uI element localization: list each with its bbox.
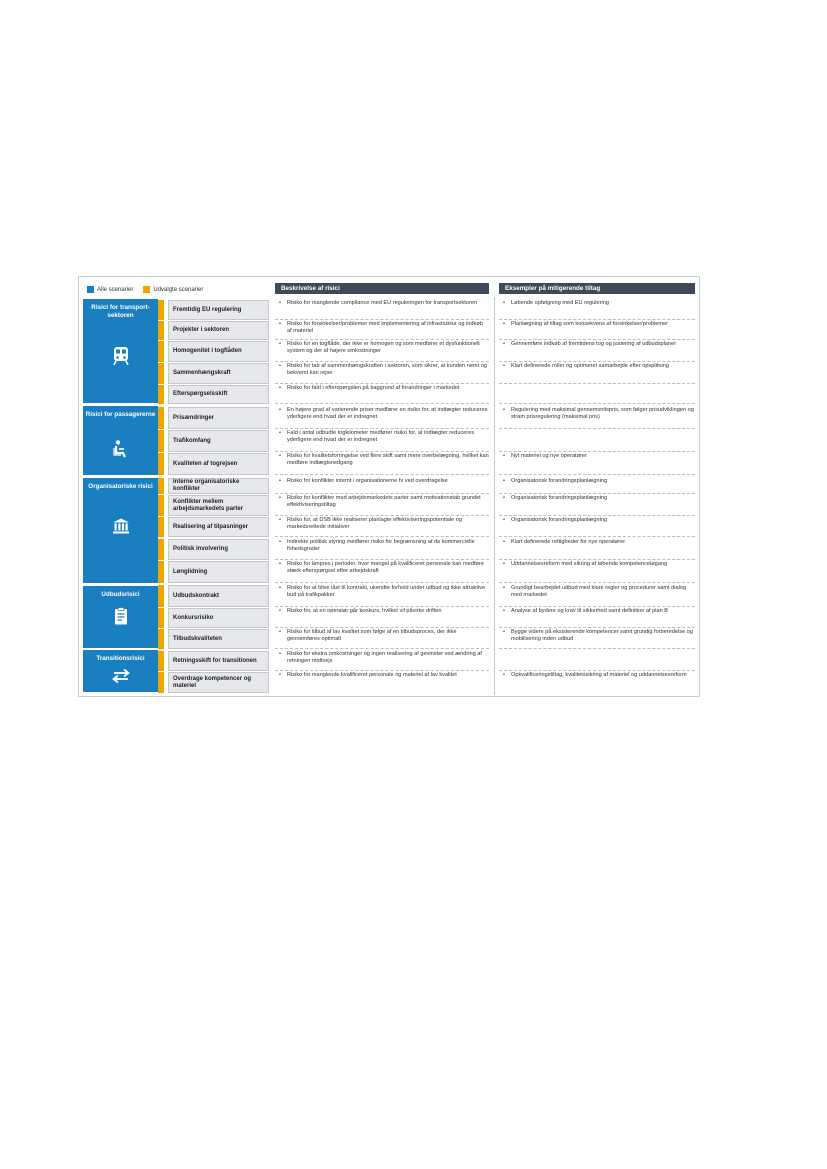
category-title: Risici for passagererne xyxy=(85,411,156,418)
risk-description: • Risiko for manglende kvalificeret personale og materiel af lav kvalitet xyxy=(275,672,489,693)
mitigation-text: • Uddannelsesreform med sikring af løbende kompetenceløgang xyxy=(499,561,695,583)
category-tender xyxy=(83,586,158,648)
risk-description: • Risiko for en togflåde, der ikke er homogen og som medfører et dysfunktionelt system og der af højere omkostninger xyxy=(275,341,489,362)
column-divider xyxy=(494,297,495,695)
selected-marker xyxy=(158,517,164,537)
risk-description: • Risiko for, at DSB ikke realiserer planlagte effektiviseringspotentiale og markedsrettede initiativer xyxy=(275,517,489,537)
risk-table-figure xyxy=(78,276,700,697)
selected-marker xyxy=(158,629,164,649)
risk-label: Interne organisatoriske konflikter xyxy=(168,478,269,494)
column-header-mitigation: Eksempler på mitigerende tiltag xyxy=(499,283,695,294)
legend xyxy=(87,286,213,293)
mitigation-text: • Klart definerede rettigheder for nye operatører xyxy=(499,539,695,560)
selected-marker xyxy=(158,300,164,320)
column-header-description: Beskrivelse af risici xyxy=(275,283,489,294)
risk-label: Retningsskift for transitionen xyxy=(168,651,269,671)
selected-marker xyxy=(158,321,164,340)
risk-description: • Fald i antal udbudte togkilometer medfører risiko for, at indtægter reduceres yderligere end hvad der er indregnet xyxy=(275,430,489,452)
selected-marker xyxy=(158,478,164,494)
selected-marker xyxy=(158,672,164,693)
mitigation-text: • Klart definerede roller og optimeret samarbejde efter opsplitning xyxy=(499,363,695,384)
category-transition xyxy=(83,650,158,692)
risk-description: • Risiko for konflikter internt i organisationerne fx ved overdragelse xyxy=(275,478,489,494)
clipboard-icon xyxy=(83,607,158,625)
selected-marker xyxy=(158,539,164,560)
mitigation-text: • Regulering med maksimal gennemsnitspris, som følger prisudviklingen og stram prisregulering (maksimal pris) xyxy=(499,407,695,429)
category-title: Risici for transport-sektoren xyxy=(91,304,150,319)
selected-marker xyxy=(158,651,164,671)
mitigation-text: • Nyt materiel og nye operatører xyxy=(499,453,695,475)
transition-arrows-icon xyxy=(83,668,158,684)
selected-marker xyxy=(158,407,164,429)
risk-description: • En højere grad af varierende priser medfører en risiko for, at indtægter reduceres yderligere end hvad der er indregnet xyxy=(275,407,489,429)
mitigation-text: • Grundigt bearbejdet udbud med klare regler og procedurer samt dialog med markedet xyxy=(499,585,695,607)
risk-label: Realisering af tilpasninger xyxy=(168,517,269,537)
selected-marker xyxy=(158,385,164,404)
risk-label: Homogenitet i togflåden xyxy=(168,341,269,362)
risk-description: • Risiko for tilbud af lav kvalitet som følge af en tilbudsproces, der ikke gennemføres optimalt xyxy=(275,629,489,649)
mitigation-text: • Organisatorisk forandringsplanlægning xyxy=(499,478,695,494)
selected-marker xyxy=(158,495,164,516)
selected-marker xyxy=(158,453,164,475)
mitigation-text xyxy=(499,430,695,452)
risk-label: Lønglidning xyxy=(168,561,269,583)
risk-label: Udbudskontrakt xyxy=(168,585,269,607)
risk-description: • Risiko for forsinkelser/problemer med implementering af infrastruktur og indkøb af materiel xyxy=(275,321,489,340)
risk-description: • Risiko for, at en operatør går konkurs, hvilket vil påvirke driften xyxy=(275,608,489,628)
category-organisational xyxy=(83,478,158,583)
mitigation-text: • Analyse af bydere og krav til sikkerhed samt definition af plan B xyxy=(499,608,695,628)
legend-label-all: Alle scenarier xyxy=(97,286,134,293)
risk-description: • Risiko for manglende compliance med EU reguleringen for transportsektoren xyxy=(275,300,489,320)
risk-description: • Indirekte politisk styring medfører risiko for begrænsning af de kommercielle frihedsgrader xyxy=(275,539,489,560)
mitigation-text: • Organisatorisk forandringsplanlægning xyxy=(499,495,695,516)
mitigation-text: • Bygge videre på eksisterende kompetencer samt grundig forberedelse og mobilisering inden udbud xyxy=(499,629,695,649)
train-icon xyxy=(83,347,158,365)
risk-label: Prisændringer xyxy=(168,407,269,429)
risk-description: • Risiko for tab af sammenhængskraften i sektoren, som sikrer, at kunden nemt og bekvemt kan rejse xyxy=(275,363,489,384)
risk-description: • Risiko for at blive låst til kontrakt, ukendte forhold under udbud og ikke attraktive bud på trafikpakker xyxy=(275,585,489,607)
mitigation-text xyxy=(499,385,695,404)
selected-marker xyxy=(158,341,164,362)
risk-description: • Risiko for konflikter med arbejdsmarkedets parter samt motivationstab grundet effektiviseringstiltag xyxy=(275,495,489,516)
selected-marker xyxy=(158,585,164,607)
risk-label: Konflikter mellem arbejdsmarkedets parter xyxy=(168,495,269,516)
risk-label: Efterspørgselsskift xyxy=(168,385,269,404)
passenger-seat-icon xyxy=(83,440,158,458)
risk-description: • Risiko for lønpres i perioder, hvor mangel på kvalificeret personale kan medføre stærk efterspørgsel efter arbejdskraft xyxy=(275,561,489,583)
category-passengers xyxy=(83,406,158,475)
institution-icon xyxy=(83,518,158,534)
risk-label: Sammenhængskraft xyxy=(168,363,269,384)
risk-description: • Risiko for fald i efterspørgslen på baggrund af forandringer i markedet xyxy=(275,385,489,404)
risk-label: Konkursrisiko xyxy=(168,608,269,628)
legend-swatch-selected xyxy=(143,286,150,293)
legend-label-selected: Udvalgte scenarier xyxy=(153,286,204,293)
risk-description: • Risiko for ekstra omkostninger og ingen realisering af gevinster ved ændring af retningen midtvejs xyxy=(275,651,489,671)
mitigation-text: • Planlægning af tiltag som konsekvens af forsinkelser/problemer xyxy=(499,321,695,340)
selected-marker xyxy=(158,363,164,384)
category-title: Organisatoriske risici xyxy=(88,483,153,490)
risk-label: Kvaliteten af togrejsen xyxy=(168,453,269,475)
selected-marker xyxy=(158,608,164,628)
mitigation-text: • Opkvalificeringstiltag, kvalitetssikring af materiel og uddannelsesreform xyxy=(499,672,695,693)
category-transport xyxy=(83,299,158,403)
risk-label: Trafikomfang xyxy=(168,430,269,452)
mitigation-text: • Løbende opfølgning med EU regulering xyxy=(499,300,695,320)
selected-marker xyxy=(158,561,164,583)
risk-label: Fremtidig EU regulering xyxy=(168,300,269,320)
category-title: Transitionsrisici xyxy=(96,655,145,662)
category-title: Udbudsrisici xyxy=(101,591,140,598)
risk-label: Overdrage kompetencer og materiel xyxy=(168,672,269,693)
mitigation-text xyxy=(499,651,695,671)
selected-marker xyxy=(158,430,164,452)
risk-label: Politisk involvering xyxy=(168,539,269,560)
risk-label: Tilbudskvaliteten xyxy=(168,629,269,649)
mitigation-text: • Organisatorisk forandringsplanlægning xyxy=(499,517,695,537)
risk-label: Projekter i sektoren xyxy=(168,321,269,340)
legend-swatch-all xyxy=(87,286,94,293)
risk-description: • Risiko for kvalitetsforringelse ved flere skift samt mere overbelægning, hvilket kan medføre indtægtsnedgang xyxy=(275,453,489,475)
mitigation-text: • Gennemføre indkøb af fremtidens tog og justering af udbudsplaner xyxy=(499,341,695,362)
